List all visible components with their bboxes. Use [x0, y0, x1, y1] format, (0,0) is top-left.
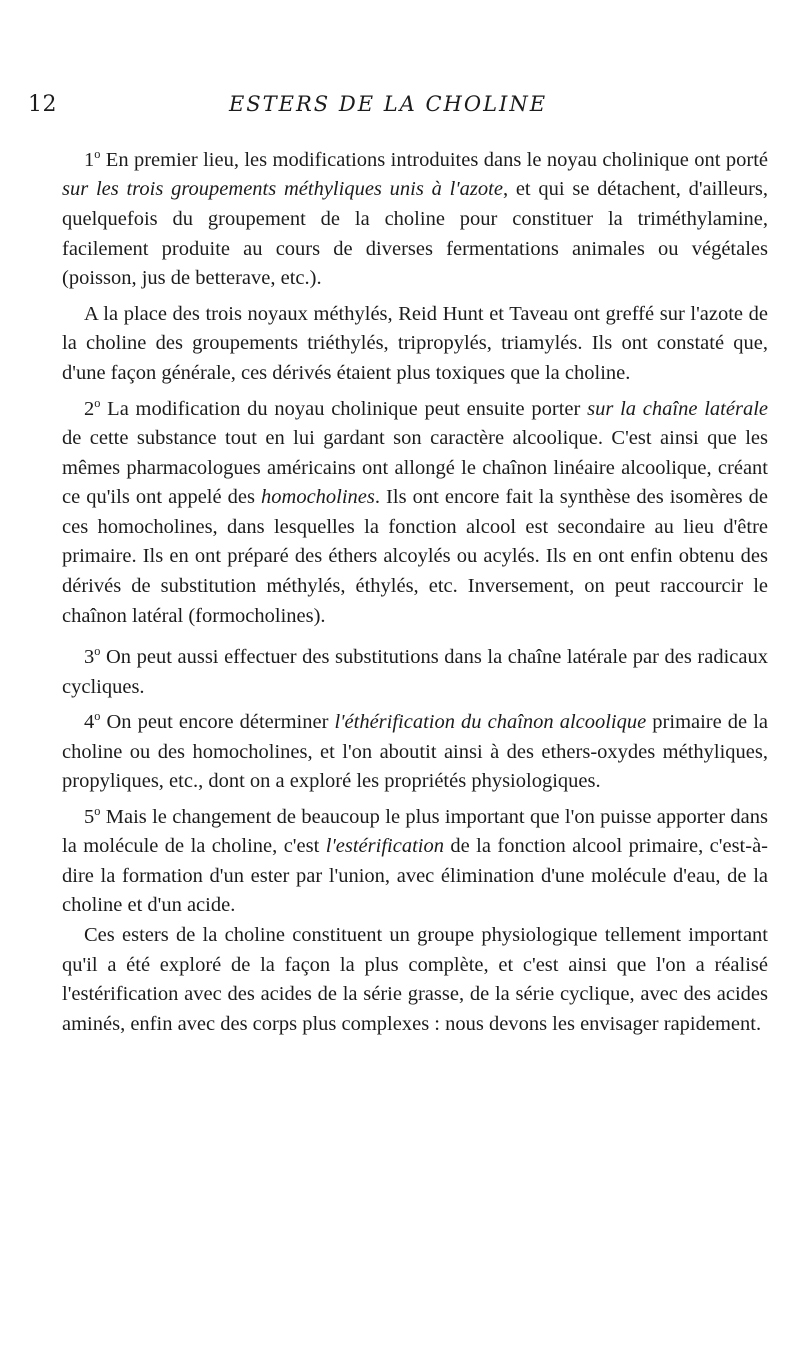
- italic-text: l'estérification: [325, 835, 444, 858]
- paragraph-5: [62, 702, 768, 797]
- ordinal-sup: o: [94, 644, 101, 659]
- paragraph-4: [62, 637, 768, 702]
- text-run: En premier lieu, les modifications introduites dans le noyau cholinique ont porté: [100, 148, 768, 171]
- page-header: [28, 56, 748, 117]
- text-run: 4: [84, 711, 95, 733]
- ordinal-sup: o: [94, 709, 101, 724]
- italic-text: sur les trois groupements méthyliques unis à l'azote: [62, 178, 503, 201]
- text-run: 5: [84, 805, 95, 828]
- paragraph-7: [62, 921, 768, 1039]
- text-run: 1: [84, 148, 95, 171]
- text-run: , et qui se détachent, d'ailleurs, quelquefois du groupement de la choline pour constituer la triméthylamine, facilement produite au cours de diverses fermentations animales ou végétales (poisson, jus de betterave, etc.).: [62, 178, 768, 290]
- text-run: Ces esters de la choline constituent un groupe physiologique tellement important qu'il a été exploré de la façon la plus complète, et c'est ainsi que l'on a réalisé l'estérification avec des acides de la série grasse, de la série cyclique, avec des acides aminés, enfin avec des corps plus complexes : nous devons les envisager rapidement.: [62, 923, 768, 1035]
- text-run: A la place des trois noyaux méthylés, Reid Hunt et Taveau ont greffé sur l'azote de la choline des groupements triéthylés, tripropylés, triamylés. Ils ont constaté que, d'une façon générale, ces dérivés étaient plus toxiques que la choline.: [62, 302, 768, 384]
- text-run: On peut encore déterminer: [100, 711, 335, 733]
- running-title: ESTERS DE LA CHOLINE: [228, 92, 548, 116]
- text-run: de cette substance tout en lui gardant son caractère alcoolique. C'est ainsi que les mêmes pharmacologues américains ont allongé le chaînon linéaire alcoolique, créant ce qu'ils ont appelé des: [62, 427, 768, 509]
- ordinal-sup: o: [94, 803, 101, 818]
- paragraph-3: [62, 389, 768, 632]
- text-run: La modification du noyau cholinique peut ensuite porter: [100, 397, 588, 420]
- ordinal-sup: o: [94, 147, 101, 161]
- paragraph-2: [62, 300, 768, 389]
- text-run: 2: [84, 397, 95, 420]
- ordinal-sup: o: [94, 395, 101, 410]
- italic-text: sur la chaîne latérale: [587, 397, 768, 420]
- paragraph-6: [62, 797, 768, 921]
- text-run: . Ils ont encore fait la synthèse des isomères de ces homocholines, dans lesquelles la fonction alcool est secondaire au lieu d'être primaire. Ils en ont préparé des éthers alcoylés ou acylés. Ils en ont enfin obtenu des dérivés de substitution méthylés, éthylés, etc. Inversement, on peut raccourcir le chaînon latéral (formocholines).: [62, 486, 769, 627]
- text-run: Mais le changement de beaucoup le plus important que l'on puisse apporter dans la molécule de la choline, c'est: [62, 805, 768, 858]
- page-number: 12: [28, 92, 57, 117]
- text-run: de la fonction alcool primaire, c'est-à-dire la formation d'un ester par l'union, avec élimination d'une molécule d'eau, de la choline et d'un acide.: [62, 835, 768, 917]
- text-run: primaire de la choline ou des homocholines, et l'on aboutit ainsi à des ethers-oxydes méthyliques, propyliques, etc., dont on a exploré les propriétés physiologiques.: [62, 711, 768, 793]
- text-run: 3: [84, 645, 95, 668]
- text-body: [62, 140, 768, 1039]
- text-run: On peut aussi effectuer des substitutions dans la chaîne latérale par des radicaux cycliques.: [62, 645, 768, 698]
- paragraph-1: [62, 140, 768, 294]
- italic-text: l'éthérification du chaînon alcoolique: [334, 711, 647, 733]
- italic-text: homocholines: [261, 486, 375, 509]
